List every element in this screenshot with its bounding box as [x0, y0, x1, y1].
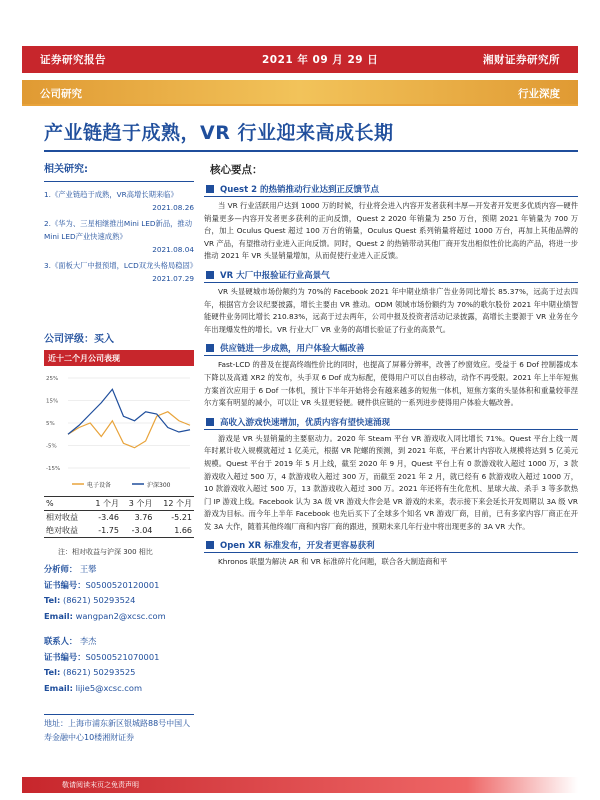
title-divider	[44, 150, 578, 152]
section	[204, 269, 578, 336]
email-link[interactable]: lijie5@xcsc.com	[75, 682, 143, 693]
section	[204, 539, 578, 569]
section-title: Quest 2 的热销推动行业达到正反馈节点	[220, 185, 379, 195]
section-body: 游戏是 VR 头显销量的主要驱动力。2020 年 Steam 平台 VR 游戏收入同比增长 71%。Quest 平台上线一周年时累计收入规模就超过 1 亿美元，根据 VR 陀螺的预测，到 2021 年底，平台累计内容收入规模将达到 5 亿美元规模。Quest 平台于 2019 年 5 月上线，截至 2020 年 9 月，Quest 平台上有 0 款游戏收入超过 1000 万，3 款游戏收入超过 500 万，4 款游戏收入超过 300 万，而截至 2021 年 2 月，就已经有 6 款游戏收入超过 1000 万，10 款游戏收入超过 500 万，13 款游戏收入超过 300 万。2021 年还将有生化危机、星球大战、杀手 3 等多款热门 IP 游戏上线。Facebook 认为 3A 级 VR 游戏大作会是 VR 游戏的未来，表示接下来会延长开发周期以 3A 级 VR 游戏为目标。而今年上半年 Facebook 也先后买下了全球多个知名 VR 游戏厂商，目前，已有多家内容厂商正在开发 3A 大作，随着其他终端厂商和内容厂商的跟进，预期未来几年行业中将出现更多的 3A VR 大作。	[204, 433, 578, 531]
section-body: VR 头显硬城市场份额约为 70%的 Facebook 2021 年中期业绩非广告业务同比增长 85.37%，远高于过去四年，根据官方会议纪要披露，增长主要由 VR 推动。ODM 领域市场份额约为 70%的歌尔股份 2021 年中期业绩智能硬件业务同比增长 210.83%，远高于过去两年，公司中报及投资者活动记录披露，高增长主要源于 VR 业务在今年出现爆发性的增长。VR 行业大厂 VR 业务的高增长验证了行业的高景气。	[204, 286, 578, 334]
report-depth: 行业深度	[518, 88, 560, 100]
section-title: Open XR 标准发布，开发者更容易获利	[220, 541, 375, 552]
related-item[interactable]: 3.《面板大厂中报预增，LCD双龙头格局稳固》 2021.07.29	[44, 261, 198, 283]
section-title: VR 大厂中报验证行业高景气	[220, 270, 330, 281]
performance-table	[44, 496, 194, 538]
legend-label: 沪深300	[147, 482, 171, 489]
related-research	[44, 160, 198, 288]
table-row: 相对收益 -3.46 3.76 -5.21	[46, 513, 192, 522]
section-body: 当 VR 行业活跃用户达到 1000 万的时候，行业将会进入内容开发者获利丰厚—开发者开发更多优质内容—硬件销量更多—内容开发者更多获利的正向反馈，Quest 2 2020 年销量为 250 万台，预期 2021 年销量为 700 万台，加上 Oculus Quest 超过 100 万台的销量，Oculus Quest 系列销量将超过 1000 万台，再加上其他品牌的 VR 产品，有望推动行业进入正向反馈。同时，Quest 2 的热销带动其他厂商开发出相似性价比高的产品，将进一步推动 2021 年 VR 头显销量增加，从而促使行业进入正反馈。	[204, 201, 578, 261]
section-title: 高收入游戏快速增加，优质内容有望快速涌现	[220, 417, 391, 428]
company-rating: 公司评级：买入	[44, 334, 114, 345]
key-points	[204, 162, 578, 575]
section-body: Khronos 联盟为解决 AR 和 VR 标准碎片化问题，联合各大制造商和平	[218, 557, 448, 567]
email-link[interactable]: wangpan2@xcsc.com	[75, 610, 166, 621]
related-item[interactable]: 1.《产业链趋于成熟，VR高增长期来临》 2021.08.26	[44, 190, 194, 212]
square-bullet-icon	[206, 271, 214, 279]
section	[204, 342, 578, 409]
series-line-沪深300	[68, 389, 190, 434]
square-bullet-icon	[206, 418, 214, 426]
square-bullet-icon	[206, 344, 214, 352]
square-bullet-icon	[206, 541, 214, 549]
table-note: 注：相对收益与沪深 300 相比	[58, 548, 153, 556]
y-tick-label: -5%	[46, 443, 57, 450]
report-type: 证券研究报告	[40, 54, 106, 66]
contact-name: 李杰	[79, 636, 97, 646]
sub-header-bar	[22, 80, 578, 106]
header-bar	[22, 46, 578, 73]
page-title: 产业链趋于成熟，VR 行业迎来高成长期	[44, 122, 394, 144]
report-category: 公司研究	[40, 88, 82, 100]
footer-bar	[22, 777, 578, 793]
y-tick-label: 25%	[46, 376, 59, 382]
table-row: 绝对收益 -1.75 -3.04 1.66	[44, 524, 194, 538]
section-body: Fast-LCD 的普及在提高终端性价比的同时，也提高了屏幕分辨率，改善了纱窗效应。受益于 6 Dof 控制器成本下降以及高通 XR2 的发布，头手双 6 Dof 成为标配，使得用户可以自由移动，动作不再受限。2021 年上半年短焦方案首次应用于 6 Dof 一体机，预计下半年开始将会有越来越多的短焦一体机，短焦方案的头显体积和重量较菲涅尔方案有明显的减小，可以让 VR 头显更轻便。硬件供应链的一系列进步使得用户体验大幅改善。	[204, 360, 578, 408]
y-tick-label: 15%	[46, 398, 59, 405]
report-date: 2021 年 09 月 29 日	[262, 54, 379, 66]
disclaimer-note: 敬请阅读末页之免责声明	[62, 781, 139, 789]
performance-chart	[44, 372, 194, 492]
analyst-info: 分析师： 王攀 证书编号：S0500520120001 Tel: (8621) 50293524 Email: wangpan2@xcsc.com 联系人： 李杰 证书编号：S0500521070001 Tel: (8621) 50293525 Email: lijie5@xcsc.com	[44, 564, 166, 693]
section	[204, 183, 578, 263]
table-header-row: % 1 个月 3 个月 12 个月	[44, 497, 194, 511]
related-item[interactable]: 2.《华为、三星相继推出Mini LED新品，推动Mini LED产业快速成熟》 2021.08.04	[44, 219, 194, 254]
performance-chart-svg	[44, 372, 194, 492]
section-title: 供应链进一步成熟，用户体验大幅改善	[220, 344, 365, 355]
section	[204, 416, 578, 534]
key-points-title: 核心要点：	[210, 164, 263, 176]
address: 地址：上海市浦东新区银城路88号中国人寿金融中心10楼湘财证券	[44, 714, 194, 745]
related-heading: 相关研究:	[44, 164, 88, 175]
y-tick-label: 5%	[46, 421, 55, 427]
analyst-name: 王攀	[79, 564, 97, 574]
chart-heading: 近十二个月公司表现	[44, 350, 194, 366]
square-bullet-icon	[206, 185, 214, 193]
legend-label: 电子设备	[87, 482, 112, 489]
institution-name: 湘财证券研究所	[483, 54, 560, 66]
y-tick-label: -15%	[46, 466, 61, 472]
